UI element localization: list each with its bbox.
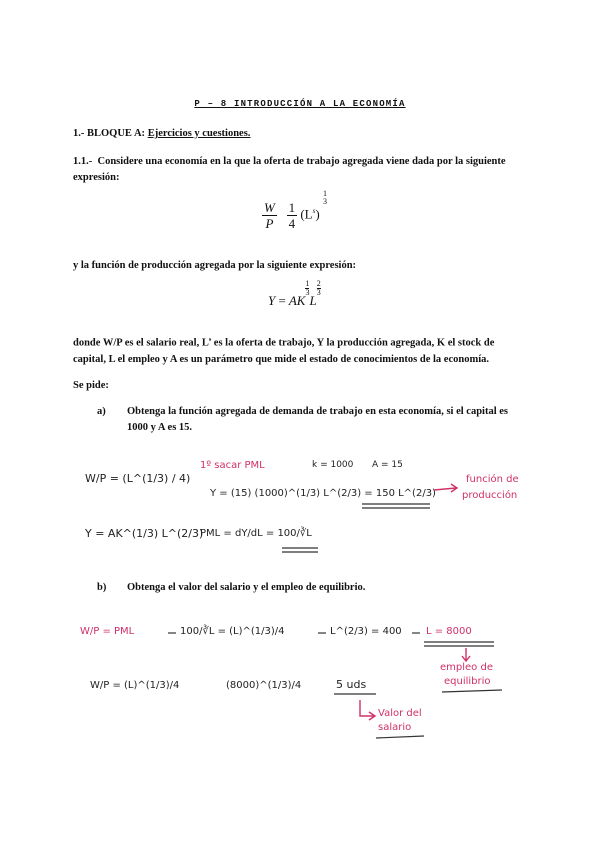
hw-prod-label1: función de bbox=[466, 474, 519, 485]
underline-emp bbox=[442, 690, 502, 692]
question-number: 1.1.- bbox=[73, 156, 93, 167]
hw-emp-label2: equilibrio bbox=[444, 676, 491, 687]
hw-sal-label1: Valor del bbox=[378, 708, 422, 719]
formula2-ak: AK bbox=[288, 293, 306, 308]
formula2-l: L bbox=[309, 293, 317, 308]
formula1-body: (L bbox=[300, 206, 313, 222]
between-text: y la función de producción agregada por la siguiente expresión: bbox=[73, 260, 357, 271]
formula2-k-exp-den: 3 bbox=[305, 288, 310, 297]
hw-y-num: Y = (15) (1000)^(1/3) L^(2/3) = 150 L^(2/3) bbox=[210, 488, 436, 499]
desc-sup: s bbox=[208, 337, 212, 343]
hw-step1: 1º sacar PML bbox=[200, 460, 265, 471]
hw-k-val: k = 1000 bbox=[312, 460, 354, 470]
formula2-l-exp-num: 2 bbox=[316, 279, 321, 288]
formula2-k-exp-num: 1 bbox=[305, 279, 310, 288]
hw-eq1: 100/∛L = (L)^(1/3)/4 bbox=[180, 626, 285, 637]
formula1-sup: s bbox=[312, 207, 316, 216]
formula1-close: ) bbox=[315, 206, 320, 222]
question-line1: Considere una economía en la que la oferta de trabajo agregada viene dada por la siguiente bbox=[97, 156, 506, 167]
hw-sal-label2: salario bbox=[378, 722, 412, 733]
item-b-text: Obtenga el valor del salario y el empleo de equilibrio. bbox=[127, 582, 366, 593]
item-a-label: a) bbox=[97, 406, 106, 417]
hw-l-res: L = 8000 bbox=[426, 626, 472, 637]
hw-wp-pml: W/P = PML bbox=[80, 626, 135, 637]
hw-prod-label2: producción bbox=[462, 490, 518, 501]
formula1-lhs-num: W bbox=[264, 200, 275, 215]
formula2-eq: = bbox=[278, 293, 286, 308]
hw-a-val: A = 15 bbox=[372, 460, 403, 470]
item-a-line2: 1000 y A es 15. bbox=[127, 422, 193, 433]
hw-w-eq: W/P = (L)^(1/3)/4 bbox=[90, 680, 180, 691]
se-pide: Se pide: bbox=[73, 380, 109, 391]
formula1-exp-den: 3 bbox=[322, 197, 327, 207]
formula1-coef-den: 4 bbox=[288, 216, 296, 231]
question-line2: expresión: bbox=[73, 172, 120, 183]
block-number: 1.- BLOQUE A: bbox=[73, 128, 148, 139]
hw-w-num: (8000)^(1/3)/4 bbox=[226, 680, 302, 691]
formula2-l-exp-den: 3 bbox=[316, 288, 321, 297]
hw-pml: PML = dY/dL = 100/∛L bbox=[200, 528, 312, 539]
hw-y-eq: Y = AK^(1/3) L^(2/3) bbox=[85, 527, 204, 540]
formula1-exp-num: 1 bbox=[322, 189, 327, 199]
page-title: P – 8 INTRODUCCIÓN A LA ECONOMÍA bbox=[194, 99, 406, 109]
hw-wp-eq: W/P = (L^(1/3) / 4) bbox=[85, 472, 191, 485]
item-a-line1: Obtenga la función agregada de demanda de trabajo en esta economía, si el capital es bbox=[127, 406, 509, 417]
item-b-label: b) bbox=[97, 582, 107, 593]
hw-l-pow: L^(2/3) = 400 bbox=[330, 626, 402, 637]
hw-emp-label1: empleo de bbox=[440, 662, 493, 673]
formula1-lhs-den: P bbox=[265, 216, 274, 231]
desc-line2: capital, L el empleo y A es un parámetro que mide el estado de conocimientos de la economía. bbox=[73, 353, 489, 365]
formula2-lhs: Y bbox=[268, 293, 276, 308]
arrow-prod bbox=[434, 488, 456, 490]
formula1-coef-num: 1 bbox=[288, 200, 296, 215]
desc-line1b: es la oferta de trabajo, Y la producción agregada, K el stock de bbox=[211, 337, 495, 349]
block-title: Ejercicios y cuestiones. bbox=[147, 128, 251, 139]
desc-line1: donde W/P es el salario real, L bbox=[73, 337, 209, 349]
underline-sal bbox=[376, 736, 424, 738]
hw-w-res: 5 uds bbox=[336, 678, 367, 691]
